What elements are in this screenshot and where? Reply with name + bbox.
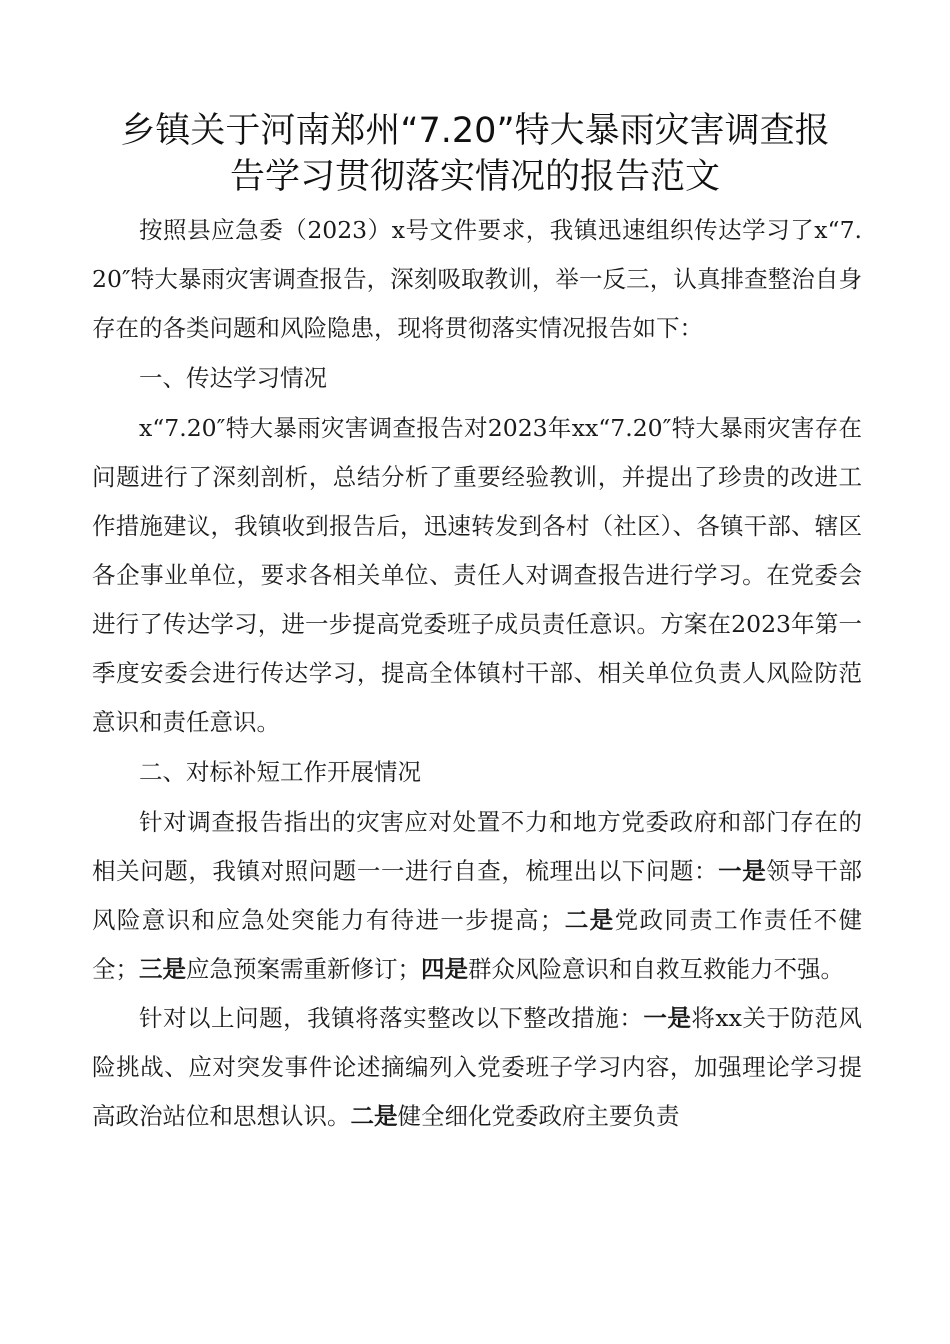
- bold-keyword: 二是: [563, 906, 615, 934]
- bold-keyword: 一是: [718, 857, 767, 885]
- intro-paragraph: 按照县应急委（2023）x号文件要求，我镇迅速组织传达学习了x“7.20″特大暴雨灾害调查报告，深刻吸取教训，举一反三，认真排查整治自身存在的各类问题和风险隐患，现将贯彻落实情况报告如下：: [92, 216, 862, 342]
- section-1-paragraph: x“7.20″特大暴雨灾害调查报告对2023年xx“7.20″特大暴雨灾害存在问题进行了深刻剖析，总结分析了重要经验教训，并提出了珍贵的改进工作措施建议，我镇收到报告后，迅速转发到各村（社区）、各镇干部、辖区各企事业单位，要求各相关单位、责任人对调查报告进行学习。在党委会进行了传达学习，进一步提高党委班子成员责任意识。方案在2023年第一季度安委会进行传达学习，提高全体镇村干部、相关单位负责人风险防范意识和责任意识。: [92, 414, 862, 736]
- text-run: 领导干部风险意识和应急处突能力有待进一步提高；: [92, 857, 863, 934]
- text-run: 应急预案需重新修订；: [186, 955, 421, 983]
- text-run: 健全细化党委政府主要负责: [397, 1102, 680, 1130]
- section-2-heading: 二、对标补短工作开展情况: [139, 758, 421, 786]
- text-run: 党政同责工作责任不健全；: [92, 906, 863, 983]
- title-line-2: 告学习贯彻落实情况的报告范文: [229, 157, 720, 197]
- document-body: [92, 206, 862, 1141]
- section-2-paragraph-2: [92, 994, 862, 1141]
- text-run: 将xx关于防范风险挑战、应对突发事件论述摘编列入党委班子学习内容，加强理论学习提高政治站位和思想认识。: [92, 1004, 863, 1130]
- bold-keyword: 四是: [421, 955, 468, 983]
- document-title: [60, 108, 890, 200]
- bold-keyword: 二是: [350, 1102, 398, 1130]
- text-run: 群众风险意识和自救互救能力不强。: [468, 955, 844, 983]
- bold-keyword: 一是: [643, 1004, 692, 1032]
- bold-keyword: 三是: [139, 955, 186, 983]
- title-line-1: 乡镇关于河南郑州“7.20”特大暴雨灾害调查报: [120, 111, 830, 151]
- text-run: 针对调查报告指出的灾害应对处置不力和地方党委政府和部门存在的相关问题，我镇对照问题一一进行自查，梳理出以下问题：: [92, 808, 862, 885]
- section-1-heading: 一、传达学习情况: [139, 364, 327, 392]
- section-2-paragraph-1: [92, 798, 862, 994]
- text-run: 针对以上问题，我镇将落实整改以下整改措施：: [139, 1004, 644, 1032]
